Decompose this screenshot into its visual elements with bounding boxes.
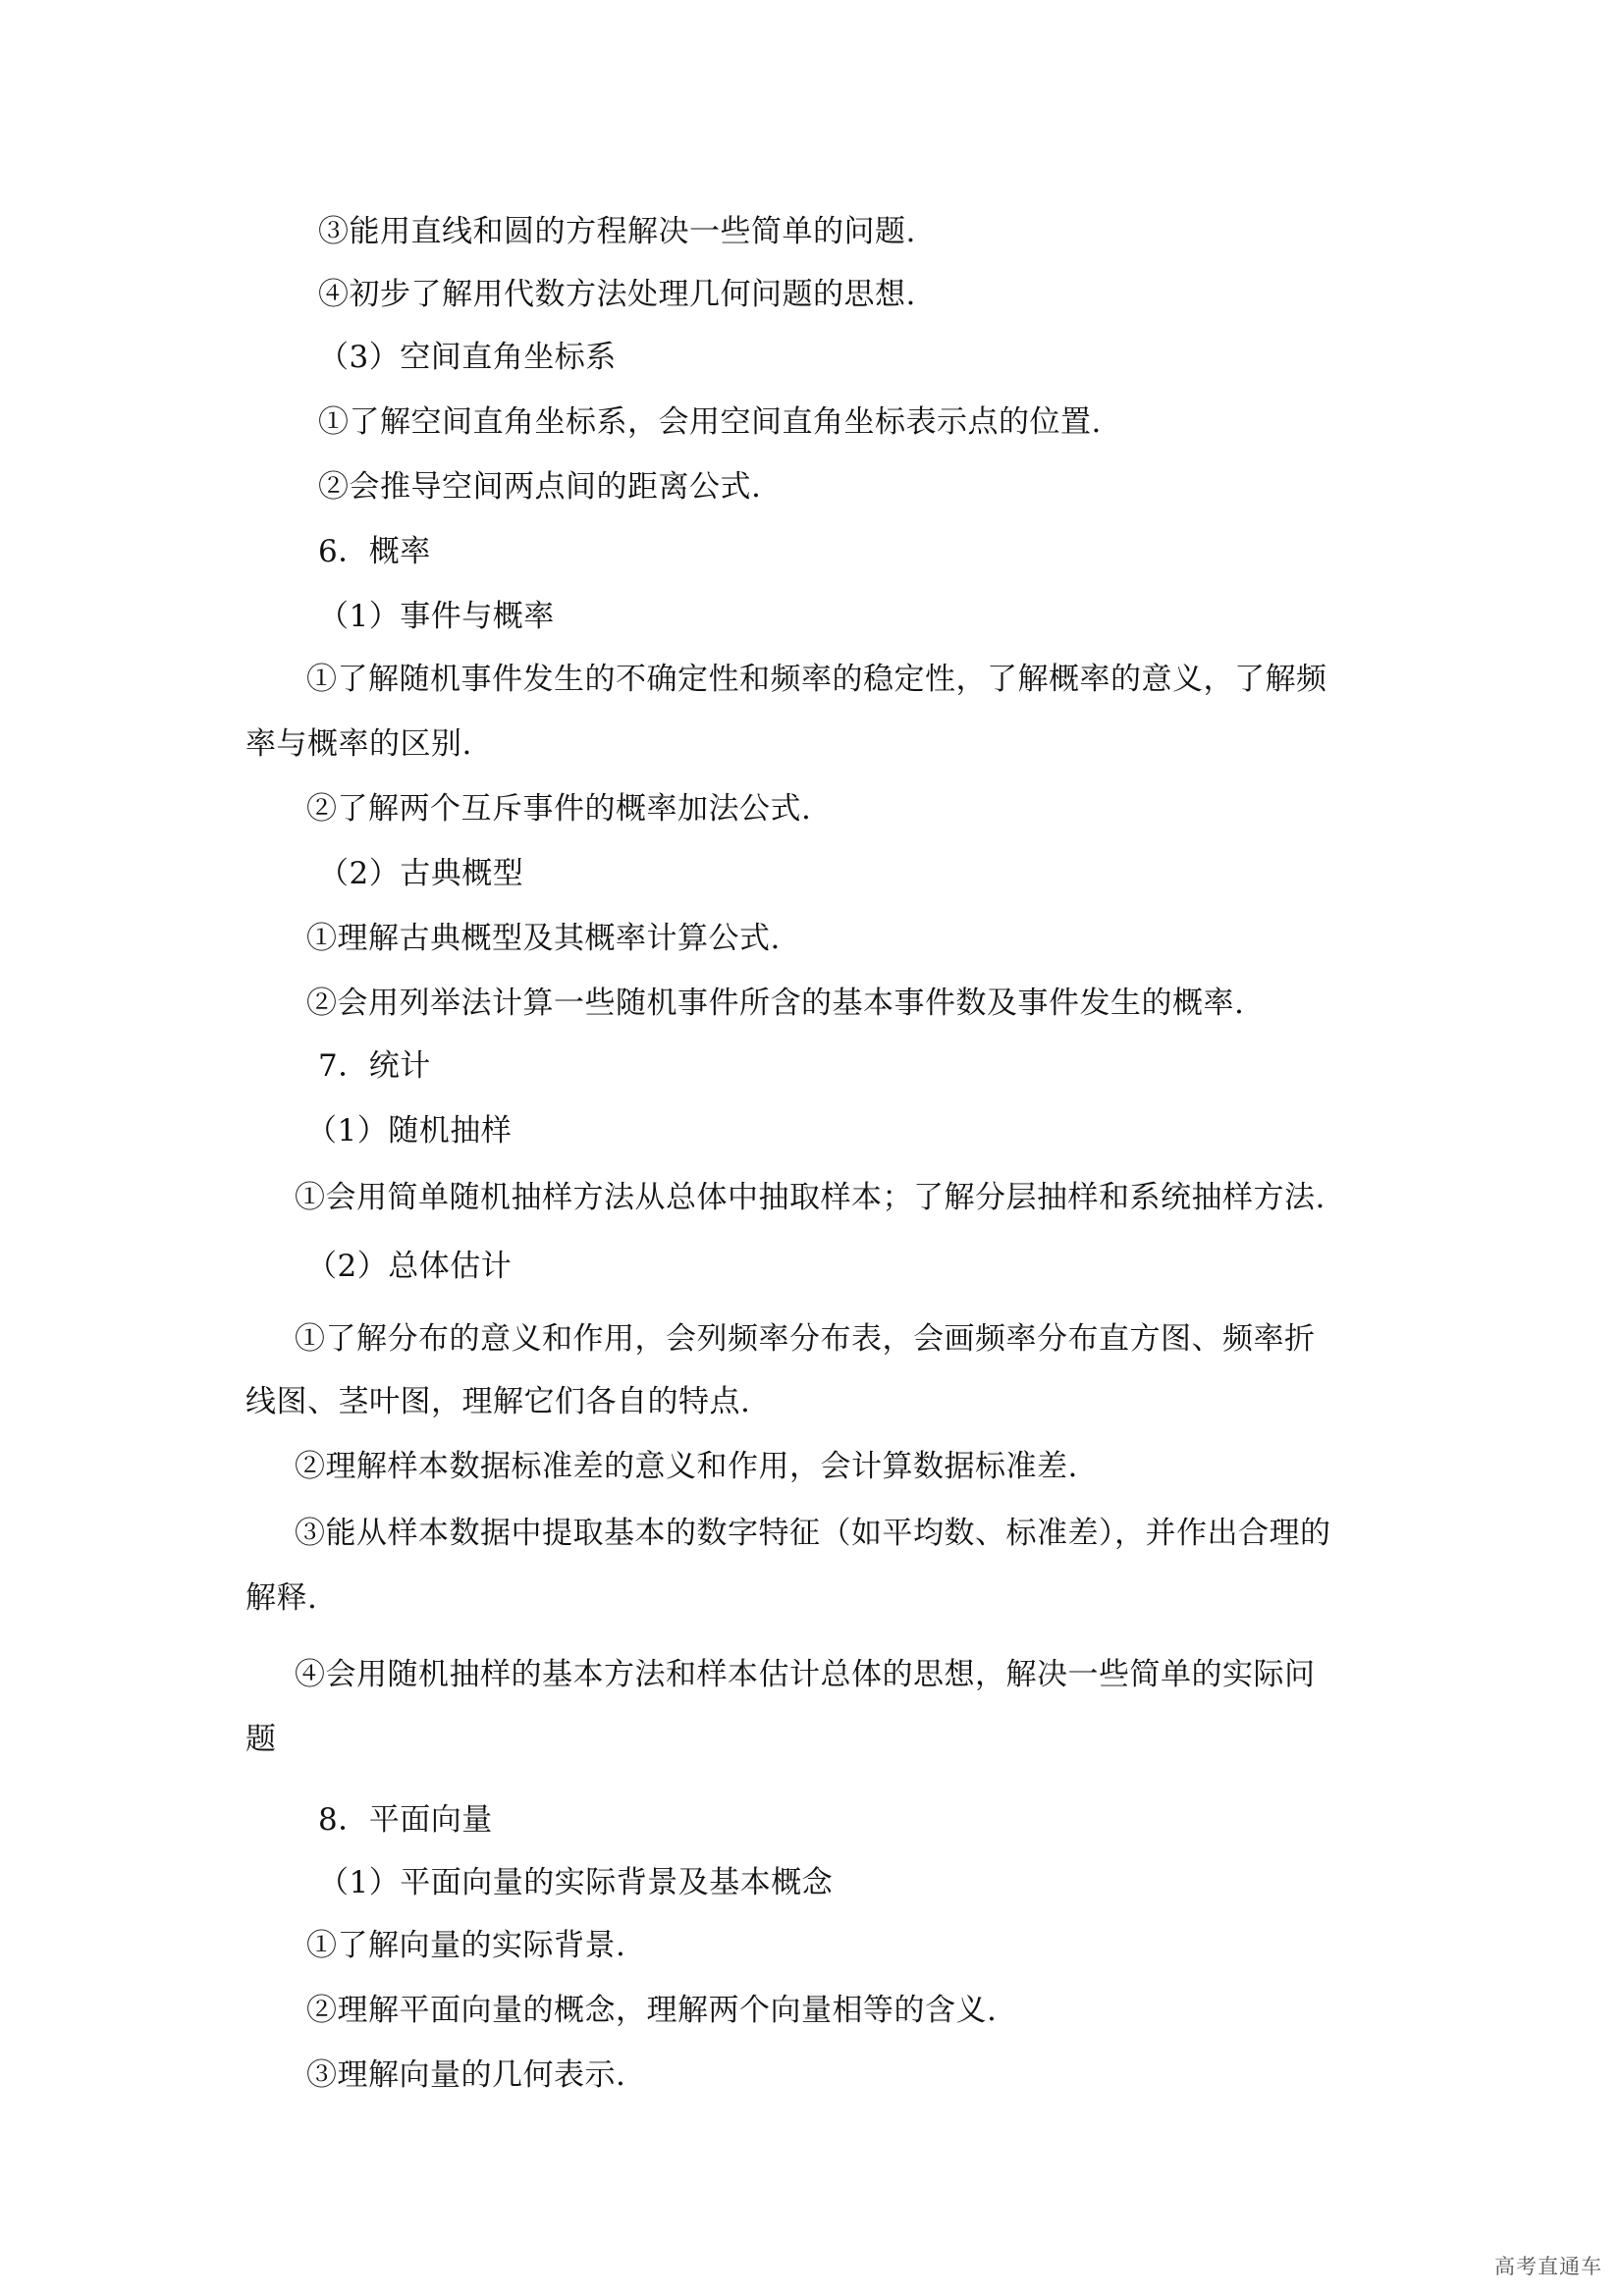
text-line: ①理解古典概型及其概率计算公式. bbox=[306, 921, 781, 956]
text-line: ③能从样本数据中提取基本的数字特征（如平均数、标准差），并作出合理的 bbox=[295, 1516, 1331, 1551]
section-heading: （1）随机抽样 bbox=[306, 1113, 513, 1148]
text-line: ②理解样本数据标准差的意义和作用，会计算数据标准差. bbox=[295, 1449, 1078, 1484]
text-line: ②会推导空间两点间的距离公式. bbox=[318, 469, 762, 505]
text-line: ④会用随机抽样的基本方法和样本估计总体的思想，解决一些简单的实际问 bbox=[295, 1657, 1316, 1692]
text-line: 解释. bbox=[245, 1580, 318, 1616]
text-line: ③理解向量的几何表示. bbox=[306, 2057, 626, 2093]
text-line: ②理解平面向量的概念，理解两个向量相等的含义. bbox=[306, 1993, 998, 2028]
text-line: ②了解两个互斥事件的概率加法公式. bbox=[306, 791, 812, 827]
text-line: ③能用直线和圆的方程解决一些简单的问题. bbox=[318, 214, 916, 249]
watermark-text: 高考直通车 bbox=[1494, 2255, 1602, 2278]
section-heading: （2）古典概型 bbox=[318, 856, 524, 891]
text-line: 率与概率的区别. bbox=[245, 726, 472, 762]
section-heading: （1）平面向量的实际背景及基本概念 bbox=[318, 1865, 834, 1900]
chapter-heading: 7．统计 bbox=[318, 1048, 431, 1084]
text-line: 线图、茎叶图，理解它们各自的特点. bbox=[245, 1384, 751, 1419]
section-heading: （3）空间直角坐标系 bbox=[318, 340, 617, 375]
section-heading: （2）总体估计 bbox=[306, 1249, 513, 1284]
section-heading: （1）事件与概率 bbox=[318, 599, 555, 634]
text-line: ②会用列举法计算一些随机事件所含的基本事件数及事件发生的概率. bbox=[306, 986, 1245, 1021]
text-line: ①了解向量的实际背景. bbox=[306, 1928, 626, 1963]
text-line: ①了解空间直角坐标系，会用空间直角坐标表示点的位置. bbox=[318, 404, 1102, 440]
text-line: ④初步了解用代数方法处理几何问题的思想. bbox=[318, 277, 916, 312]
text-line: ①会用简单随机抽样方法从总体中抽取样本；了解分层抽样和系统抽样方法. bbox=[295, 1180, 1326, 1215]
text-line: ①了解分布的意义和作用，会列频率分布表，会画频率分布直方图、频率折 bbox=[295, 1321, 1316, 1357]
chapter-heading: 8．平面向量 bbox=[318, 1802, 493, 1838]
text-line: 题 bbox=[245, 1722, 277, 1757]
text-line: ①了解随机事件发生的不确定性和频率的稳定性，了解概率的意义，了解频 bbox=[306, 662, 1327, 697]
chapter-heading: 6．概率 bbox=[318, 534, 431, 569]
